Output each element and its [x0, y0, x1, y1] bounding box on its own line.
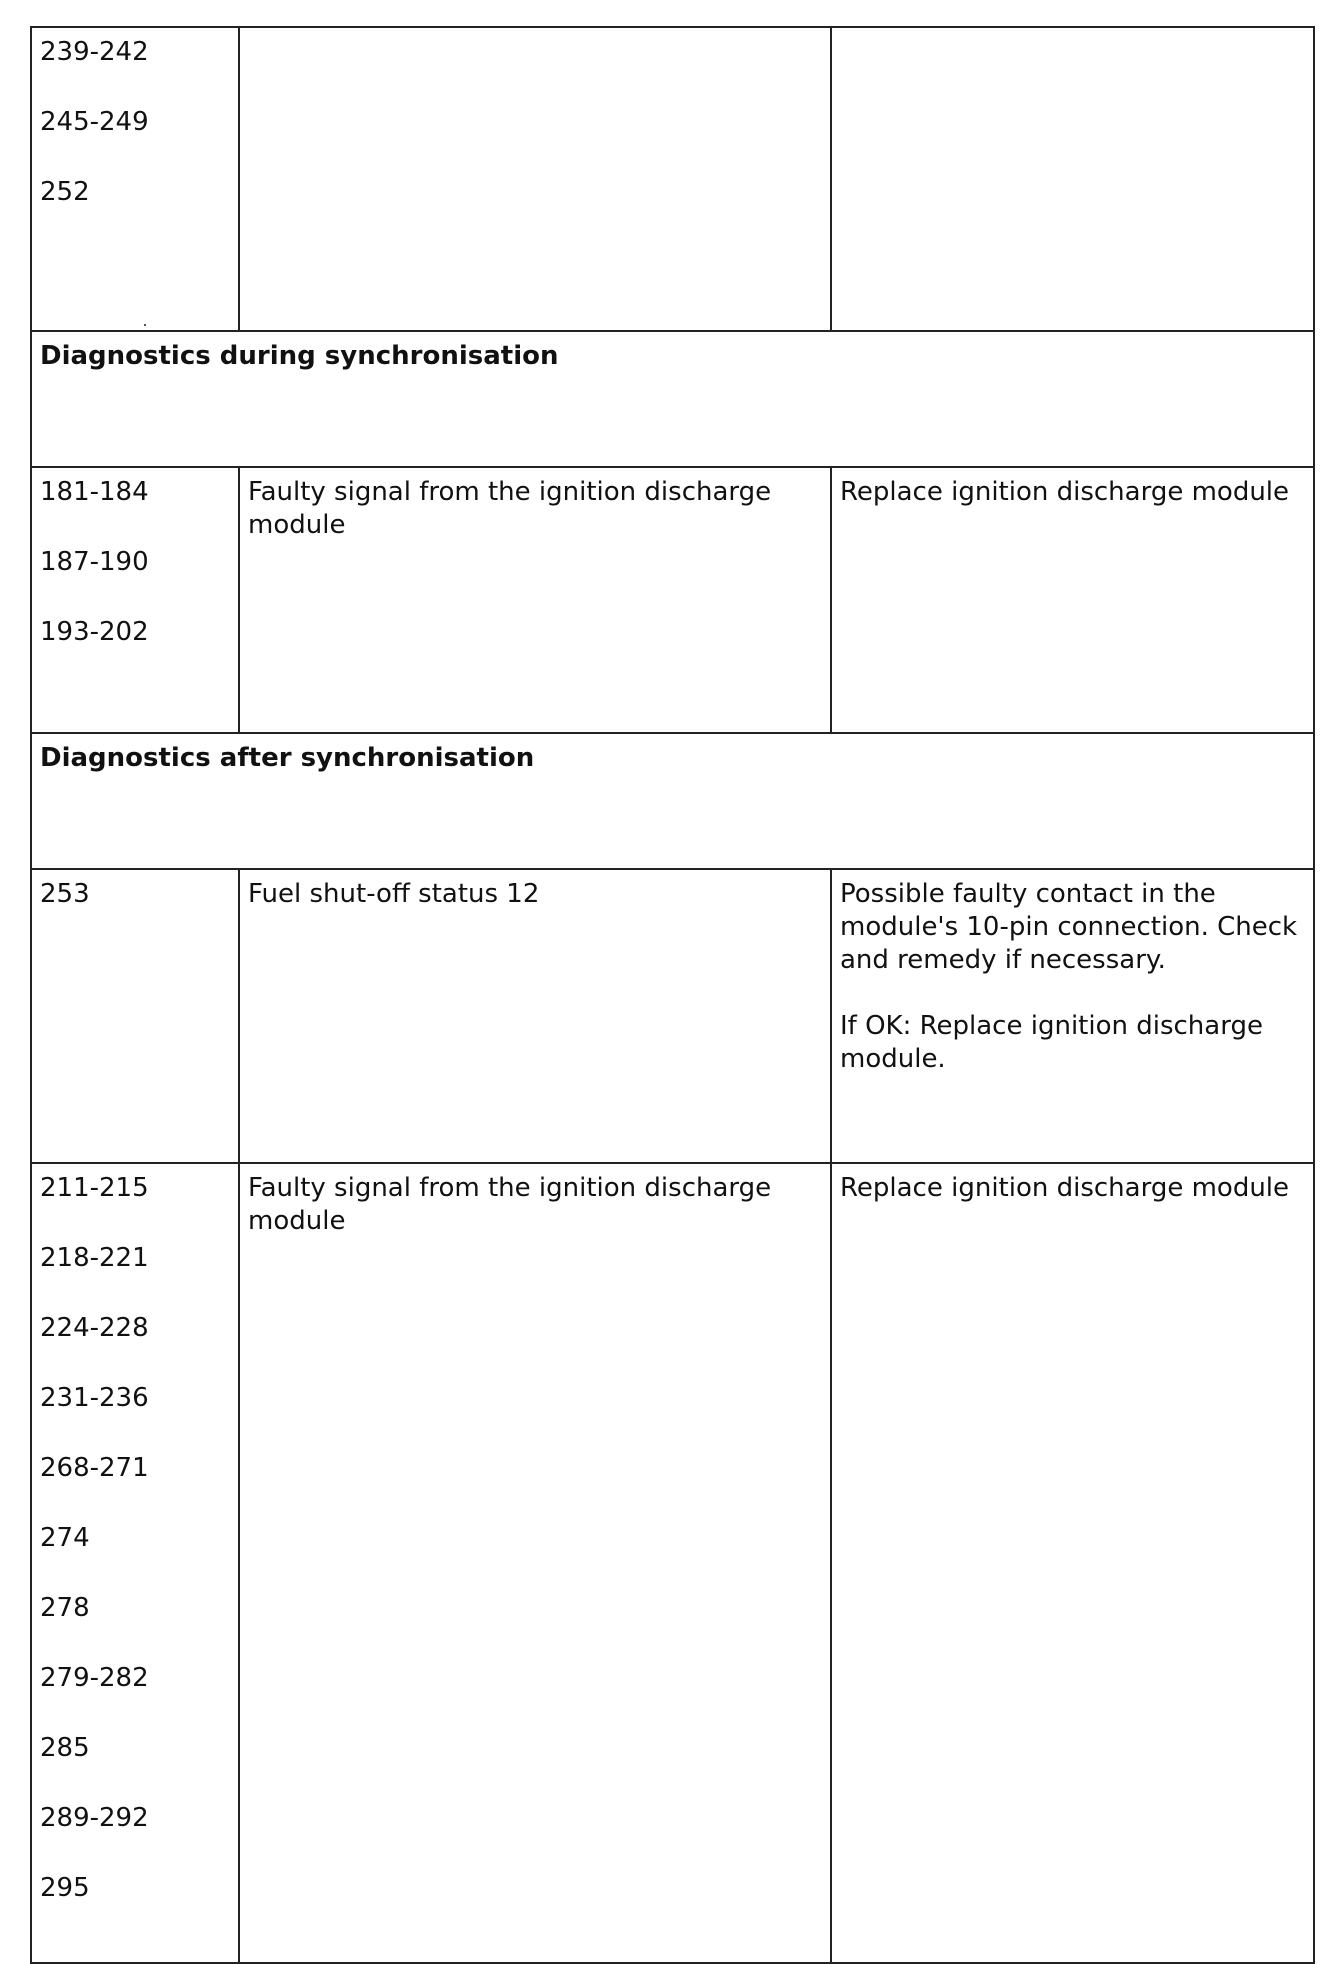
scan-speck — [144, 324, 146, 326]
remedy-text: If OK: Replace ignition discharge module. — [840, 1011, 1263, 1074]
fault-cell — [239, 869, 831, 1163]
fault-code: 181-184 — [40, 477, 149, 507]
fault-description: Fuel shut-off status 12 — [248, 879, 540, 909]
fault-code: 211-215 — [40, 1173, 149, 1203]
code-cell — [31, 869, 239, 1163]
fault-code: 274 — [40, 1523, 90, 1553]
code-cell — [31, 27, 239, 331]
remedy-text: Replace ignition discharge module — [840, 1173, 1290, 1203]
code-cell — [31, 467, 239, 733]
fault-code: 295 — [40, 1873, 90, 1903]
remedy-cell — [831, 1163, 1314, 1963]
section-header-row — [31, 331, 1314, 467]
table-row — [31, 27, 1314, 331]
fault-code: 231-236 — [40, 1383, 149, 1413]
fault-code: 289-292 — [40, 1803, 149, 1833]
remedy-text: Replace ignition discharge module — [840, 477, 1290, 507]
table-row — [31, 869, 1314, 1163]
fault-code: 187-190 — [40, 547, 149, 577]
remedy-cell — [831, 869, 1314, 1163]
remedy-cell — [831, 27, 1314, 331]
fault-code: 278 — [40, 1593, 90, 1623]
fault-code: 218-221 — [40, 1243, 149, 1273]
remedy-cell — [831, 467, 1314, 733]
section-heading-after-sync: Diagnostics after synchronisation — [31, 733, 1314, 869]
fault-cell — [239, 27, 831, 331]
fault-code: 279-282 — [40, 1663, 149, 1693]
fault-description: Faulty signal from the ignition discharge module — [248, 477, 772, 540]
code-cell — [31, 1163, 239, 1963]
fault-cell — [239, 1163, 831, 1963]
fault-code: 224-228 — [40, 1313, 149, 1343]
fault-code: 193-202 — [40, 617, 149, 647]
fault-cell — [239, 467, 831, 733]
remedy-text: Possible faulty contact in the module's 10-pin connection. Check and remedy if necessary. — [840, 879, 1298, 975]
section-heading-during-sync: Diagnostics during synchronisation — [31, 331, 1314, 467]
document-page — [30, 26, 1313, 1964]
section-header-row — [31, 733, 1314, 869]
table-row — [31, 1163, 1314, 1963]
fault-code: 285 — [40, 1733, 90, 1763]
fault-code: 239-242 — [40, 37, 149, 67]
table-row — [31, 467, 1314, 733]
fault-code: 252 — [40, 177, 90, 207]
fault-description: Faulty signal from the ignition discharge module — [248, 1173, 772, 1236]
fault-code: 253 — [40, 879, 90, 909]
fault-code: 245-249 — [40, 107, 149, 137]
fault-code: 268-271 — [40, 1453, 149, 1483]
diagnostics-table — [30, 26, 1315, 1964]
